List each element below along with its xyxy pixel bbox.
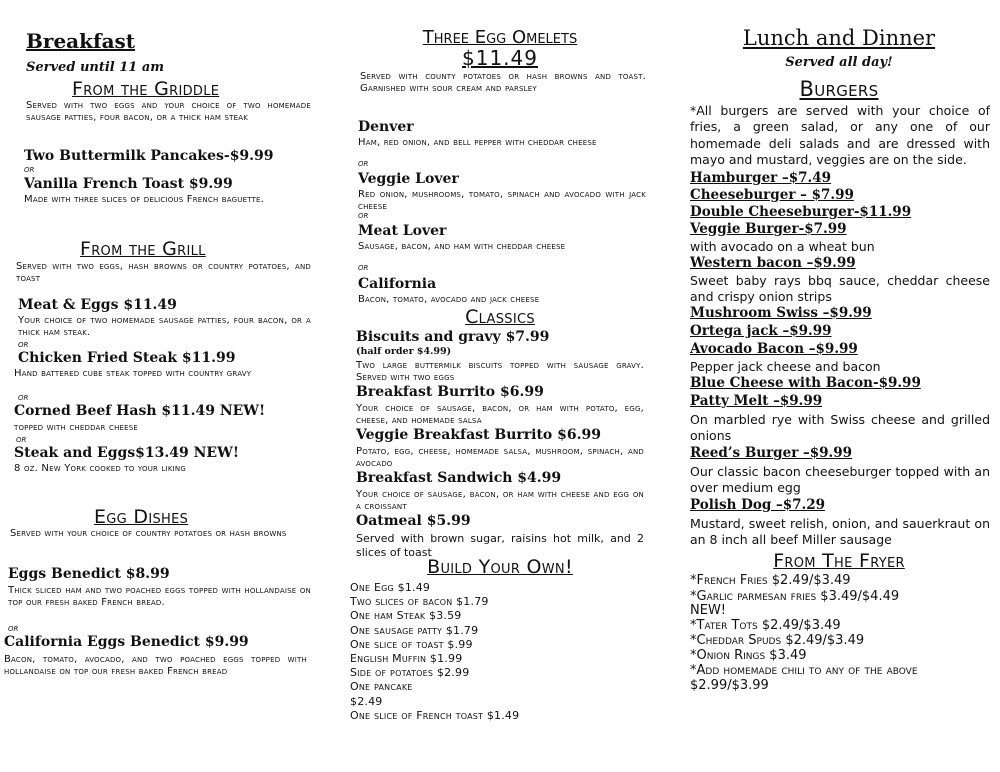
meat-lover-desc: Sausage, bacon, and ham with cheddar cheese: [358, 241, 566, 252]
or-label: or: [16, 434, 27, 445]
fryer-item: *Tater Tots $2.49/$3.49: [690, 618, 841, 633]
fryer-item: *Cheddar Spuds $2.49/$3.49: [690, 633, 865, 648]
classic-breakfast-burrito: Breakfast Burrito $6.99: [356, 384, 544, 400]
fryer-item: *French Fries $2.49/$3.49: [690, 573, 851, 588]
classics-title: Classics: [465, 306, 535, 328]
build-item: One slice of French toast $1.49: [350, 708, 520, 722]
fryer-title: From The Fryer: [773, 550, 905, 572]
menu-item-corned-beef-hash: Corned Beef Hash $11.49 NEW!: [14, 403, 266, 419]
menu-item-meat-eggs: Meat & Eggs $11.49: [18, 297, 177, 313]
or-label: or: [8, 623, 19, 634]
burger-mushroom-swiss: Mushroom Swiss –$9.99: [690, 305, 872, 321]
breakfast-sandwich-desc: Your choice of sausage, bacon, or ham with cheese and egg on a croissant: [356, 489, 644, 513]
build-item: Two slices of bacon $1.79: [350, 595, 489, 609]
omelets-price: $11.49: [462, 46, 538, 70]
california-eggs-benedict-desc: Bacon, tomato, avocado, and two poached eggs topped with hollandaise on top our fresh baked French bread: [4, 654, 307, 678]
lunch-title: Lunch and Dinner: [742, 26, 936, 50]
veggie-lover-desc: Red onion, mushrooms, tomato, spinach and avocado with jack cheese: [358, 189, 646, 213]
omelet-denver: Denver: [358, 119, 414, 135]
burgers-desc: *All burgers are served with your choice of fries, a green salad, or any one of our homemade deli salads and are dressed with mayo and mustard, veggies are on the side.: [690, 103, 990, 167]
build-item: One sausage patty $1.79: [350, 623, 479, 637]
or-label: or: [358, 158, 369, 169]
oatmeal-desc: Served with brown sugar, raisins hot milk, and 2 slices of toast: [356, 532, 644, 560]
build-title: Build Your Own!: [427, 556, 573, 578]
avocado-bacon-desc: Pepper jack cheese and bacon: [690, 359, 881, 374]
classic-breakfast-sandwich: Breakfast Sandwich $4.99: [356, 470, 562, 486]
breakfast-hours: Served until 11 am: [26, 60, 165, 75]
burger-cheeseburger: Cheeseburger – $7.99: [690, 187, 854, 203]
california-desc: Bacon, tomato, avocado and jack cheese: [358, 294, 540, 305]
burger-reeds: Reed’s Burger –$9.99: [690, 445, 853, 461]
burger-avocado-bacon: Avocado Bacon –$9.99: [690, 341, 858, 357]
grill-title: From the Grill: [80, 238, 206, 260]
build-item: One Egg $1.49: [350, 581, 431, 594]
build-item: English Muffin $1.99: [350, 652, 463, 666]
denver-desc: Ham, red onion, and bell pepper with cheddar cheese: [358, 137, 597, 148]
omelet-meat-lover: Meat Lover: [358, 223, 447, 239]
reeds-burger-desc: Our classic bacon cheeseburger topped with an over medium egg: [690, 464, 990, 496]
build-item: One slice of toast $.99: [350, 637, 473, 651]
burger-patty-melt: Patty Melt –$9.99: [690, 393, 823, 409]
steak-eggs-desc: 8 oz. New York cooked to your liking: [14, 463, 186, 474]
omelets-desc: Served with county potatoes or hash browns and toast. Garnished with sour cream and parsley: [360, 71, 646, 95]
or-label: or: [18, 392, 29, 403]
burger-veggie: Veggie Burger-$7.99: [690, 221, 847, 237]
classic-oatmeal: Oatmeal $5.99: [356, 513, 471, 529]
egg-dishes-desc: Served with your choice of country potatoes or hash browns: [10, 528, 287, 539]
lunch-hours: Served all day!: [785, 55, 893, 70]
burger-western-bacon: Western bacon –$9.99: [690, 255, 856, 271]
burger-hamburger: Hamburger –$7.49: [690, 170, 832, 186]
chicken-fried-steak-desc: Hand battered cube steak topped with country gravy: [14, 368, 252, 379]
breakfast-title: Breakfast: [26, 29, 136, 53]
or-label: or: [358, 262, 369, 273]
biscuits-gravy-desc: Two large buttermilk biscuits topped with sausage gravy. Served with two eggs: [356, 360, 644, 384]
veggie-burrito-desc: Potato, egg, cheese, homemade salsa, mushroom, spinach, and avocado: [356, 446, 644, 470]
biscuits-half-order: (half order $4.99): [356, 346, 452, 357]
or-label: or: [18, 339, 29, 350]
build-item: $2.49: [350, 694, 383, 708]
patty-melt-desc: On marbled rye with Swiss cheese and grilled onions: [690, 412, 990, 444]
burger-blue-cheese-bacon: Blue Cheese with Bacon-$9.99: [690, 375, 921, 391]
build-item: One ham Steak $3.59: [350, 609, 462, 623]
menu-item-pancakes: Two Buttermilk Pancakes-$9.99: [24, 148, 274, 164]
grill-desc: Served with two eggs, hash browns or country potatoes, and toast: [16, 261, 311, 285]
meat-eggs-desc: Your choice of two homemade sausage patties, four bacon, or a thick ham steak.: [18, 315, 311, 339]
egg-dishes-title: Egg Dishes: [94, 506, 189, 528]
fryer-item: *Onion Rings $3.49: [690, 648, 807, 663]
build-item: One pancake: [350, 680, 413, 694]
menu-item-eggs-benedict: Eggs Benedict $8.99: [8, 566, 170, 582]
breakfast-burrito-desc: Your choice of sausage, bacon, or ham with potato, egg, cheese, and homemade salsa: [356, 403, 644, 427]
classic-veggie-burrito: Veggie Breakfast Burrito $6.99: [356, 427, 601, 443]
or-label: or: [358, 210, 369, 221]
burgers-title: Burgers: [799, 77, 879, 101]
or-label: or: [24, 164, 35, 175]
menu-item-california-eggs-benedict: California Eggs Benedict $9.99: [4, 634, 249, 650]
burger-double-cheeseburger: Double Cheeseburger-$11.99: [690, 204, 912, 220]
eggs-benedict-desc: Thick sliced ham and two poached eggs topped with hollandaise on top our fresh baked French bread.: [8, 585, 311, 609]
burger-ortega-jack: Ortega jack –$9.99: [690, 323, 832, 339]
build-list: [350, 581, 519, 723]
fryer-item: [690, 590, 986, 604]
griddle-desc: Served with two eggs and your choice of two homemade sausage patties, four bacon, or a thick ham steak: [26, 100, 311, 124]
french-toast-desc: Made with three slices of delicious French baguette.: [24, 194, 265, 205]
fryer-new-badge: NEW!: [690, 603, 727, 618]
menu-item-french-toast: Vanilla French Toast $9.99: [24, 176, 233, 192]
fryer-item: $2.99/$3.99: [690, 678, 769, 693]
build-item: Side of potatoes $2.99: [350, 666, 470, 680]
polish-dog-desc: Mustard, sweet relish, onion, and sauerkraut on an 8 inch all beef Miller sausage: [690, 516, 990, 548]
griddle-title: From the Griddle: [72, 78, 220, 100]
omelet-california: California: [358, 276, 437, 292]
menu-item-chicken-fried-steak: Chicken Fried Steak $11.99: [18, 350, 236, 366]
garlic-fries: *Garlic parmesan fries $3.49/$4.49: [690, 589, 900, 604]
burger-polish-dog: Polish Dog –$7.29: [690, 497, 826, 513]
classic-biscuits-gravy: Biscuits and gravy $7.99: [356, 329, 550, 345]
corned-beef-hash-desc: topped with cheddar cheese: [14, 422, 139, 433]
menu-item-steak-eggs: Steak and Eggs$13.49 NEW!: [14, 445, 239, 461]
veggie-burger-desc: with avocado on a wheat bun: [690, 239, 875, 254]
omelets-title: Three Egg Omelets: [422, 27, 578, 48]
western-bacon-desc: Sweet baby rays bbq sauce, cheddar cheese and crispy onion strips: [690, 273, 990, 305]
omelet-veggie-lover: Veggie Lover: [358, 171, 459, 187]
fryer-item: *Add homemade chili to any of the above: [690, 663, 918, 678]
